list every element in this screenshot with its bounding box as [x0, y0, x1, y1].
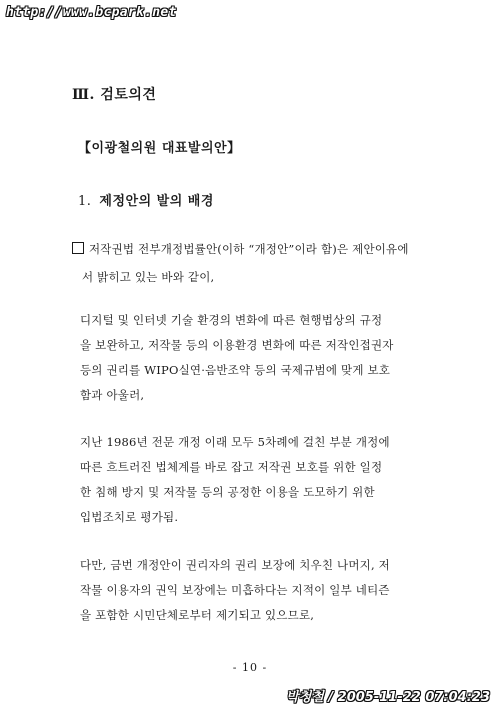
paragraph-line: 디지털 및 인터넷 기술 환경의 변화에 따른 현행법상의 규정 — [80, 313, 383, 327]
paragraph-digital-environment — [80, 308, 425, 408]
section-title-text: 검토의견 — [100, 87, 157, 103]
bullet-line-2: 서 밝히고 있는 바와 같이, — [82, 270, 215, 284]
section-roman-numeral: Ⅲ. — [72, 87, 95, 103]
heading-background — [78, 190, 214, 209]
paragraph-line: 따른 흐트러진 법체계를 바로 잡고 저작권 보호를 위한 일정 — [80, 460, 383, 474]
paragraph-line: 함과 아울러, — [80, 388, 145, 402]
paragraph-line: 등의 권리를 WIPO실연·음반조약 등의 국제규범에 맞게 보호 — [80, 363, 391, 377]
watermark-url: http://www.bcpark.net — [6, 5, 177, 20]
paragraph-line: 다만, 금번 개정안이 권리자의 권리 보장에 치우친 나머지, 저 — [80, 558, 390, 572]
bill-subtitle: 【이광철의원 대표발의안】 — [78, 141, 241, 156]
paragraph-amendment-history — [80, 430, 425, 530]
section-title — [72, 84, 156, 104]
paragraph-line: 을 보완하고, 저작물 등의 이용환경 변화에 따른 저작인접권자 — [80, 338, 394, 352]
paragraph-line: 지난 1986년 전문 개정 이래 모두 5차례에 걸친 부분 개정에 — [80, 435, 390, 449]
checkbox-square-icon — [72, 242, 84, 254]
paragraph-line: 을 포함한 시민단체로부터 제기되고 있으므로, — [80, 608, 315, 622]
bullet-line-1 — [72, 235, 427, 263]
heading-numeral: 1. — [78, 194, 92, 209]
paragraph-line: 작물 이용자의 권익 보장에는 미흡하다는 지적이 일부 네티즌 — [80, 583, 390, 597]
bullet-line-1-text: 저작권법 전부개정법률안(이하 “개정안”이라 함)은 제안이유에 — [89, 242, 409, 256]
paragraph-line: 입법조치로 평가됨. — [80, 510, 179, 524]
paragraph-user-rights-concern — [80, 553, 425, 628]
page-number: - 10 - — [232, 661, 268, 674]
watermark-stamp: 박청철 / 2005-11-22 07:04:23 — [286, 690, 490, 705]
heading-text: 제정안의 발의 배경 — [99, 194, 214, 209]
paragraph-line: 한 침해 방지 및 저작물 등의 공정한 이용을 도모하기 위한 — [80, 485, 375, 499]
bullet-paragraph — [72, 235, 427, 291]
